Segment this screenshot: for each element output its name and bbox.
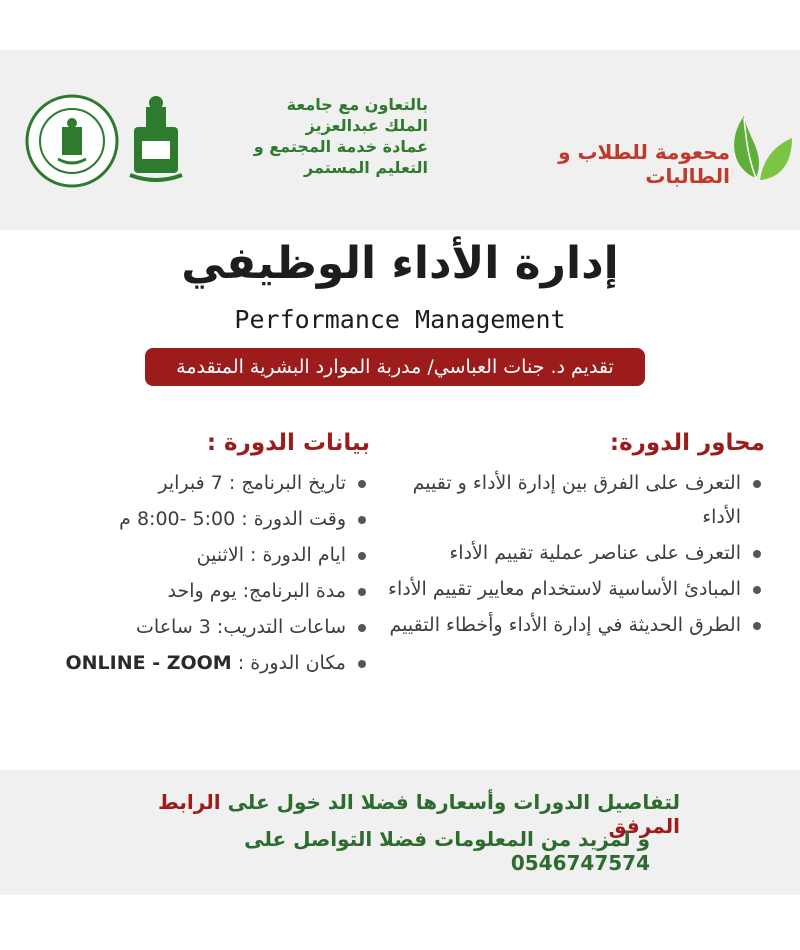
list-item: ايام الدورة : الاثنين — [60, 538, 370, 572]
free-for-students-tag — [490, 140, 730, 188]
university-crest-icon — [120, 93, 192, 189]
info-list — [60, 466, 370, 680]
collab-line: عمادة خدمة المجتمع و — [253, 137, 428, 156]
list-item: المبادئ الأساسية لاستخدام معايير تقييم الأداء — [380, 572, 765, 606]
presenter-banner: تقديم د. جنات العباسي/ مدربة الموارد البشرية المتقدمة — [145, 348, 645, 386]
leaf-logo-icon — [726, 108, 794, 184]
info-title: بيانات الدورة : — [206, 430, 370, 456]
list-item: تاريخ البرنامج : 7 فبراير — [60, 466, 370, 500]
community-service-seal-icon — [24, 93, 120, 189]
collab-line: الملك عبدالعزيز — [305, 116, 428, 135]
course-subtitle: Performance Management — [234, 305, 566, 334]
location-label: مكان الدورة : — [237, 652, 346, 674]
collaboration-text — [228, 94, 428, 178]
collab-line: التعليم المستمر — [304, 158, 428, 177]
list-item: مدة البرنامج: يوم واحد — [60, 574, 370, 608]
course-axes-section — [380, 430, 765, 644]
list-item: ساعات التدريب: 3 ساعات — [60, 610, 370, 644]
list-item: وقت الدورة : 5:00 -8:00 م — [60, 502, 370, 536]
axes-list — [380, 466, 765, 642]
free-label: محعومة للطلاب و الطالبات — [558, 140, 730, 188]
location-item — [60, 646, 370, 680]
list-item: التعرف على عناصر عملية تقييم الأداء — [380, 536, 765, 570]
footer-contact-line: و لمزيد من المعلومات فضلا التواصل على 0546747574 — [244, 827, 650, 875]
footer-details-text: لتفاصيل الدورات وأسعارها فضلا الد خول على — [227, 790, 680, 814]
attached-link-text: الرابط المرفق — [158, 790, 680, 838]
list-item: التعرف على الفرق بين إدارة الأداء و تقييم الأداء — [380, 466, 765, 534]
list-item: الطرق الحديثة في إدارة الأداء وأخطاء التقييم — [380, 608, 765, 642]
course-info-section — [60, 430, 370, 682]
course-title: إدارة الأداء الوظيفي — [181, 238, 619, 289]
collab-line: بالتعاون مع جامعة — [286, 95, 428, 114]
location-value: ONLINE - ZOOM — [65, 652, 232, 674]
axes-title: محاور الدورة: — [609, 430, 765, 456]
